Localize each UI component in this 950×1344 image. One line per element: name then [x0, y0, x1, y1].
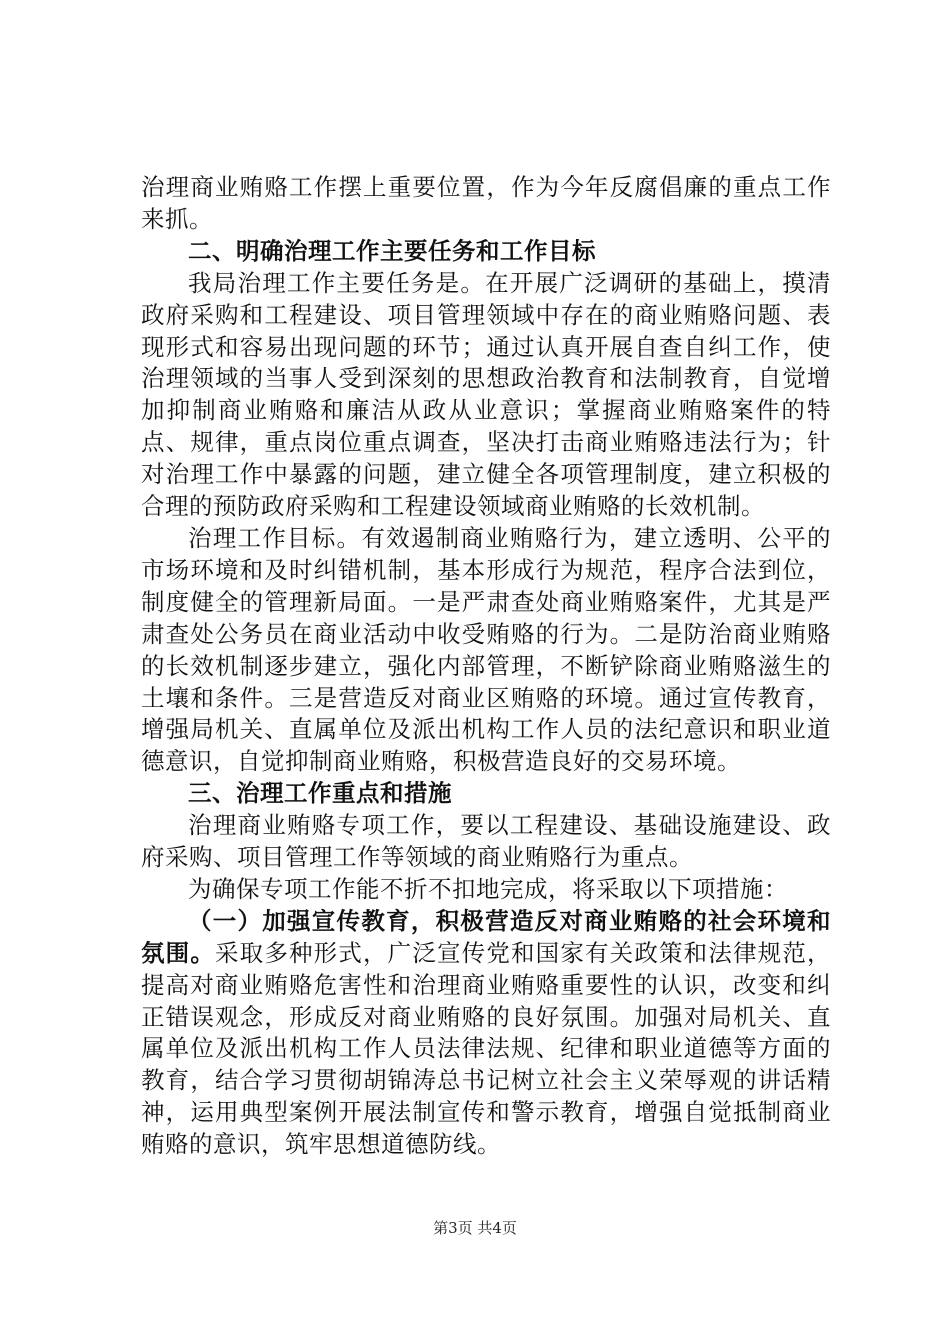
- measure-1-title: （一）加强宣传教育，积极营造反对商业贿赂的社会环境和氛围。: [141, 906, 831, 967]
- page-number-footer: 第3页 共4页: [433, 1219, 517, 1237]
- paragraph-continuation: 治理商业贿赂工作摆上重要位置，作为今年反腐倡廉的重点工作来抓。: [141, 173, 831, 233]
- paragraph-measure-1: [141, 906, 831, 1161]
- document-page: [141, 172, 831, 1161]
- paragraph-main-tasks: 我局治理工作主要任务是。在开展广泛调研的基础上，摸清政府采购和工程建设、项目管理领域中存在的商业贿赂问题、表现形式和容易出现问题的环节；通过认真开展自查自纠工作，使治理领域的当事人受到深刻的思想政治教育和法制教育，自觉增加抑制商业贿赂和廉洁从政从业意识；掌握商业贿赂案件的特点、规律，重点岗位重点调查，坚决打击商业贿赂违法行为；针对治理工作中暴露的问题，建立健全各项管理制度，建立积极的合理的预防政府采购和工程建设领域商业贿赂的长效机制。: [141, 268, 831, 521]
- paragraph-measures-intro: 为确保专项工作能不折不扣地完成，将采取以下项措施：: [188, 874, 788, 903]
- section-heading-2: 二、明确治理工作主要任务和工作目标: [188, 236, 596, 265]
- section-heading-3: 三、治理工作重点和措施: [188, 779, 452, 808]
- paragraph-work-goals: 治理工作目标。有效遏制商业贿赂行为，建立透明、公平的市场环境和及时纠错机制，基本形成行为规范，程序合法到位，制度健全的管理新局面。一是严肃查处商业贿赂案件，尤其是严肃查处公务员在商业活动中收受贿赂的行为。二是防治商业贿赂的长效机制逐步建立，强化内部管理，不断铲除商业贿赂滋生的土壤和条件。三是营造反对商业区贿赂的环境。通过宣传教育，增强局机关、直属单位及派出机构工作人员的法纪意识和职业道德意识，自觉抑制商业贿赂，积极营造良好的交易环境。: [141, 523, 831, 776]
- paragraph-work-focus: 治理商业贿赂专项工作，要以工程建设、基础设施建设、政府采购、项目管理工作等领域的商业贿赂行为重点。: [141, 811, 831, 872]
- measure-1-body: 采取多种形式，广泛宣传党和国家有关政策和法律规范，提高对商业贿赂危害性和治理商业贿赂重要性的认识，改变和纠正错误观念，形成反对商业贿赂的良好氛围。加强对局机关、直属单位及派出机构工作人员法律法规、纪律和职业道德等方面的教育，结合学习贯彻胡锦涛总书记树立社会主义荣辱观的讲话精神，运用典型案例开展法制宣传和警示教育，增强自觉抵制商业贿赂的意识，筑牢思想道德防线。: [141, 938, 831, 1159]
